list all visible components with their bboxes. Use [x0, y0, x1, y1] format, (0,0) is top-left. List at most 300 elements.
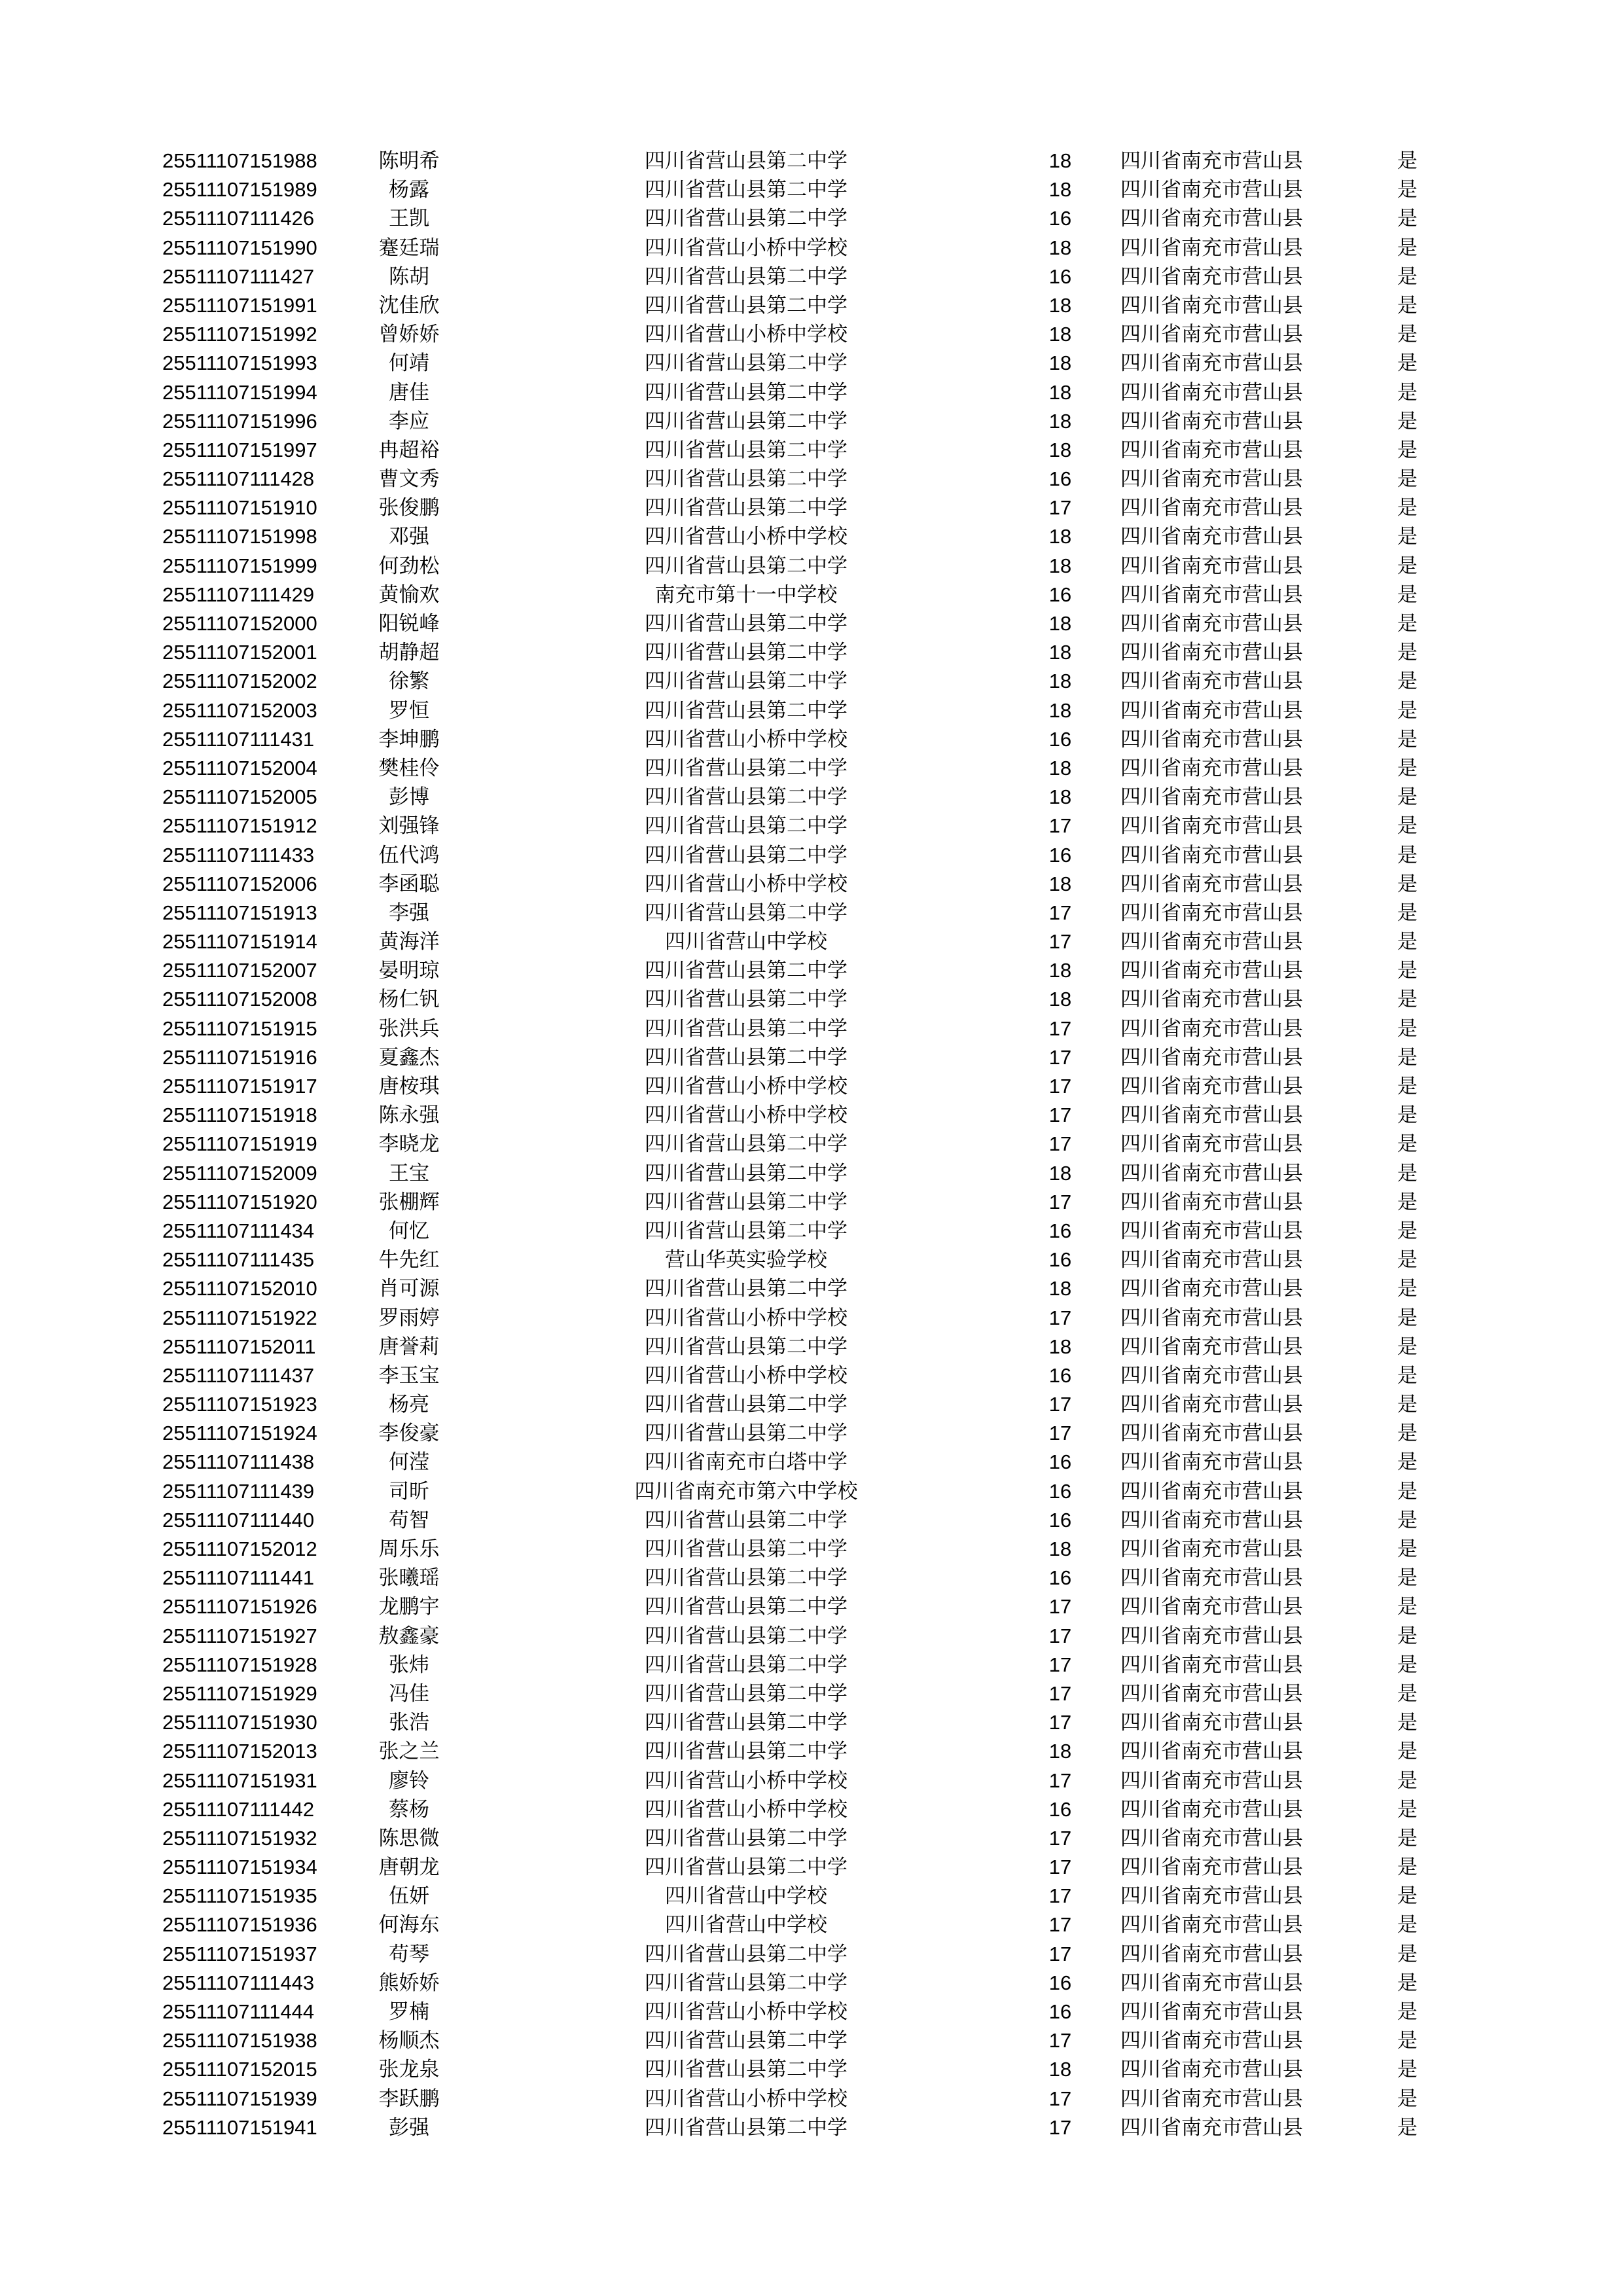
student-id-cell: 25511107152012	[162, 1537, 317, 1560]
table-row	[0, 349, 1623, 378]
region-cell: 四川省南充市营山县	[1120, 2115, 1303, 2140]
eligibility-cell: 是	[1397, 1219, 1418, 1243]
school-cell: 四川省营山县第二中学	[645, 1971, 847, 1995]
table-row	[0, 609, 1623, 638]
eligibility-cell: 是	[1397, 1075, 1418, 1098]
school-cell: 四川省营山小桥中学校	[645, 323, 847, 347]
eligibility-cell: 是	[1397, 149, 1418, 173]
region-cell: 四川省南充市营山县	[1120, 1450, 1303, 1475]
region-cell: 四川省南充市营山县	[1120, 1595, 1303, 1619]
age-cell: 17	[1048, 1884, 1072, 1908]
region-cell: 四川省南充市营山县	[1120, 207, 1303, 231]
eligibility-cell: 是	[1397, 207, 1418, 231]
region-cell: 四川省南充市营山县	[1120, 1681, 1303, 1706]
eligibility-cell: 是	[1397, 1768, 1418, 1793]
eligibility-cell: 是	[1397, 1856, 1418, 1880]
age-cell: 16	[1048, 1248, 1072, 1272]
eligibility-cell: 是	[1397, 496, 1418, 520]
eligibility-cell: 是	[1397, 1653, 1418, 1677]
student-id-cell: 25511107151931	[162, 1768, 317, 1792]
eligibility-cell: 是	[1397, 1537, 1418, 1561]
student-name-cell: 李应	[389, 409, 429, 433]
school-cell: 南充市第十一中学校	[654, 583, 838, 607]
age-cell: 18	[1048, 149, 1072, 172]
student-name-cell: 周乐乐	[378, 1537, 440, 1561]
student-name-cell: 徐繁	[389, 670, 429, 694]
student-name-cell: 张浩	[389, 1711, 429, 1735]
school-cell: 四川省营山小桥中学校	[645, 2087, 847, 2111]
student-id-cell: 25511107152003	[162, 698, 317, 722]
eligibility-cell: 是	[1397, 293, 1418, 317]
student-id-cell: 25511107151914	[162, 930, 317, 954]
table-row	[0, 638, 1623, 667]
eligibility-cell: 是	[1397, 380, 1418, 404]
region-cell: 四川省南充市营山县	[1120, 2029, 1303, 2053]
age-cell: 17	[1048, 1913, 1072, 1937]
eligibility-cell: 是	[1397, 2087, 1418, 2111]
eligibility-cell: 是	[1397, 323, 1418, 347]
school-cell: 四川省营山县第二中学	[645, 1711, 847, 1735]
student-name-cell: 王宝	[389, 1161, 429, 1185]
region-cell: 四川省南充市营山县	[1120, 149, 1303, 173]
region-cell: 四川省南充市营山县	[1120, 872, 1303, 896]
student-name-cell: 张之兰	[378, 1740, 440, 1764]
student-name-cell: 蔡杨	[389, 1797, 429, 1821]
eligibility-cell: 是	[1397, 1132, 1418, 1157]
student-id-cell: 25511107111441	[162, 1566, 315, 1590]
student-id-cell: 25511107151927	[162, 1624, 317, 1647]
student-id-cell: 25511107151991	[162, 293, 317, 317]
region-cell: 四川省南充市营山县	[1120, 178, 1303, 202]
student-id-cell: 25511107151917	[162, 1075, 317, 1098]
student-name-cell: 冉超裕	[378, 438, 440, 462]
eligibility-cell: 是	[1397, 1797, 1418, 1821]
student-name-cell: 苟智	[389, 1508, 429, 1532]
school-cell: 四川省营山县第二中学	[645, 178, 847, 202]
table-row	[0, 522, 1623, 551]
student-name-cell: 廖铃	[389, 1768, 429, 1793]
eligibility-cell: 是	[1397, 2029, 1418, 2053]
eligibility-cell: 是	[1397, 1681, 1418, 1706]
eligibility-cell: 是	[1397, 901, 1418, 925]
table-row	[0, 493, 1623, 522]
student-name-cell: 李俊豪	[378, 1422, 440, 1446]
school-cell: 四川省营山县第二中学	[645, 612, 847, 636]
table-row	[0, 1014, 1623, 1043]
student-name-cell: 陈胡	[389, 264, 429, 289]
table-row	[0, 291, 1623, 320]
region-cell: 四川省南充市营山县	[1120, 1277, 1303, 1301]
student-name-cell: 王凯	[389, 207, 429, 231]
student-name-cell: 罗楠	[389, 2000, 429, 2024]
school-cell: 四川省营山县第二中学	[645, 1277, 847, 1301]
table-row	[0, 552, 1623, 581]
age-cell: 16	[1048, 467, 1072, 491]
student-name-cell: 樊桂伶	[378, 756, 440, 780]
eligibility-cell: 是	[1397, 1393, 1418, 1417]
student-id-cell: 25511107151918	[162, 1103, 317, 1127]
age-cell: 18	[1048, 1740, 1072, 1763]
age-cell: 17	[1048, 1393, 1072, 1416]
age-cell: 18	[1048, 1335, 1072, 1358]
eligibility-cell: 是	[1397, 351, 1418, 376]
student-id-cell: 25511107151926	[162, 1595, 317, 1619]
eligibility-cell: 是	[1397, 1740, 1418, 1764]
eligibility-cell: 是	[1397, 727, 1418, 751]
school-cell: 四川省营山县第二中学	[645, 149, 847, 173]
table-row	[0, 1910, 1623, 1939]
age-cell: 18	[1048, 785, 1072, 809]
region-cell: 四川省南充市营山县	[1120, 1884, 1303, 1909]
eligibility-cell: 是	[1397, 1624, 1418, 1648]
age-cell: 17	[1048, 1190, 1072, 1213]
student-name-cell: 陈思微	[378, 1826, 440, 1850]
student-name-cell: 肖可源	[378, 1277, 440, 1301]
region-cell: 四川省南充市营山县	[1120, 988, 1303, 1012]
student-name-cell: 何靖	[389, 351, 429, 376]
school-cell: 四川省营山县第二中学	[645, 1942, 847, 1966]
student-id-cell: 25511107111440	[162, 1508, 315, 1532]
eligibility-cell: 是	[1397, 670, 1418, 694]
school-cell: 四川省营山小桥中学校	[645, 1103, 847, 1128]
student-id-cell: 25511107152009	[162, 1161, 317, 1185]
school-cell: 四川省营山县第二中学	[645, 670, 847, 694]
school-cell: 四川省营山中学校	[665, 1913, 827, 1937]
eligibility-cell: 是	[1397, 1942, 1418, 1966]
school-cell: 四川省营山县第二中学	[645, 1335, 847, 1359]
eligibility-cell: 是	[1397, 264, 1418, 289]
student-name-cell: 张洪兵	[378, 1016, 440, 1041]
region-cell: 四川省南充市营山县	[1120, 1537, 1303, 1561]
table-row	[0, 1940, 1623, 1969]
student-id-cell: 25511107152015	[162, 2058, 317, 2081]
table-row	[0, 1998, 1623, 2026]
table-row	[0, 754, 1623, 783]
school-cell: 四川省营山县第二中学	[645, 698, 847, 723]
student-name-cell: 曾娇娇	[378, 323, 440, 347]
age-cell: 18	[1048, 293, 1072, 317]
student-id-cell: 25511107152007	[162, 959, 317, 982]
student-id-cell: 25511107151915	[162, 1016, 317, 1040]
student-name-cell: 黄愉欢	[378, 583, 440, 607]
age-cell: 16	[1048, 1450, 1072, 1474]
eligibility-cell: 是	[1397, 583, 1418, 607]
student-name-cell: 唐朝龙	[378, 1856, 440, 1880]
age-cell: 17	[1048, 1768, 1072, 1792]
table-row	[0, 2026, 1623, 2055]
region-cell: 四川省南充市营山县	[1120, 1248, 1303, 1272]
region-cell: 四川省南充市营山县	[1120, 959, 1303, 983]
student-id-cell: 25511107152011	[162, 1335, 316, 1358]
student-name-cell: 晏明琼	[378, 959, 440, 983]
student-name-cell: 唐桉琪	[378, 1075, 440, 1098]
eligibility-cell: 是	[1397, 554, 1418, 578]
age-cell: 18	[1048, 1161, 1072, 1185]
table-row	[0, 1795, 1623, 1824]
eligibility-cell: 是	[1397, 1508, 1418, 1532]
school-cell: 四川省营山县第二中学	[645, 1826, 847, 1850]
region-cell: 四川省南充市营山县	[1120, 1856, 1303, 1880]
school-cell: 四川省营山小桥中学校	[645, 525, 847, 549]
school-cell: 四川省营山县第二中学	[645, 1219, 847, 1243]
student-name-cell: 杨露	[389, 178, 429, 202]
student-id-cell: 25511107152002	[162, 670, 317, 693]
student-id-cell: 25511107111427	[162, 264, 315, 288]
table-row	[0, 581, 1623, 609]
student-name-cell: 伍代鸿	[378, 843, 440, 867]
table-row	[0, 1564, 1623, 1592]
student-id-cell: 25511107111433	[162, 843, 315, 867]
region-cell: 四川省南充市营山县	[1120, 1335, 1303, 1359]
age-cell: 16	[1048, 1797, 1072, 1821]
age-cell: 17	[1048, 1653, 1072, 1676]
student-name-cell: 李晓龙	[378, 1132, 440, 1157]
eligibility-cell: 是	[1397, 612, 1418, 636]
school-cell: 四川省营山县第二中学	[645, 207, 847, 231]
eligibility-cell: 是	[1397, 2115, 1418, 2140]
school-cell: 四川省营山小桥中学校	[645, 236, 847, 260]
table-row	[0, 1274, 1623, 1303]
age-cell: 16	[1048, 843, 1072, 867]
school-cell: 四川省营山县第二中学	[645, 293, 847, 317]
region-cell: 四川省南充市营山县	[1120, 1740, 1303, 1764]
age-cell: 16	[1048, 1566, 1072, 1590]
student-id-cell: 25511107151938	[162, 2029, 317, 2053]
student-id-cell: 25511107111442	[162, 1797, 315, 1821]
region-cell: 四川省南充市营山县	[1120, 1624, 1303, 1648]
student-id-cell: 25511107151996	[162, 409, 317, 433]
eligibility-cell: 是	[1397, 1913, 1418, 1937]
roster-table	[0, 147, 1623, 2142]
age-cell: 16	[1048, 727, 1072, 751]
school-cell: 四川省营山县第二中学	[645, 380, 847, 404]
student-name-cell: 彭博	[389, 785, 429, 810]
age-cell: 18	[1048, 641, 1072, 664]
eligibility-cell: 是	[1397, 698, 1418, 723]
age-cell: 16	[1048, 264, 1072, 288]
school-cell: 四川省营山县第二中学	[645, 1161, 847, 1185]
age-cell: 18	[1048, 698, 1072, 722]
student-id-cell: 25511107151920	[162, 1190, 317, 1213]
table-row	[0, 262, 1623, 291]
region-cell: 四川省南充市营山县	[1120, 1566, 1303, 1590]
school-cell: 四川省营山县第二中学	[645, 1740, 847, 1764]
student-id-cell: 25511107111443	[162, 1971, 315, 1994]
region-cell: 四川省南充市营山县	[1120, 496, 1303, 520]
school-cell: 营山华英实验学校	[665, 1248, 827, 1272]
age-cell: 17	[1048, 814, 1072, 838]
school-cell: 四川省营山小桥中学校	[645, 1768, 847, 1793]
table-row	[0, 1159, 1623, 1188]
school-cell: 四川省营山县第二中学	[645, 438, 847, 462]
student-name-cell: 李函聪	[378, 872, 440, 896]
student-id-cell: 25511107111431	[162, 727, 315, 751]
student-id-cell: 25511107111426	[162, 207, 315, 230]
school-cell: 四川省营山县第二中学	[645, 409, 847, 433]
student-id-cell: 25511107151913	[162, 901, 317, 924]
table-row	[0, 147, 1623, 175]
region-cell: 四川省南充市营山县	[1120, 438, 1303, 462]
student-name-cell: 杨亮	[389, 1393, 429, 1417]
student-name-cell: 夏鑫杰	[378, 1045, 440, 1069]
age-cell: 16	[1048, 1363, 1072, 1387]
student-id-cell: 25511107151939	[162, 2087, 317, 2110]
student-id-cell: 25511107152013	[162, 1740, 317, 1763]
school-cell: 四川省营山县第二中学	[645, 1856, 847, 1880]
eligibility-cell: 是	[1397, 2058, 1418, 2082]
eligibility-cell: 是	[1397, 1045, 1418, 1069]
table-row	[0, 1448, 1623, 1477]
student-id-cell: 25511107151999	[162, 554, 317, 577]
age-cell: 17	[1048, 1826, 1072, 1850]
region-cell: 四川省南充市营山县	[1120, 843, 1303, 867]
eligibility-cell: 是	[1397, 1306, 1418, 1330]
age-cell: 17	[1048, 1711, 1072, 1734]
table-row	[0, 870, 1623, 899]
table-row	[0, 320, 1623, 349]
school-cell: 四川省营山县第二中学	[645, 1653, 847, 1677]
age-cell: 17	[1048, 2087, 1072, 2110]
school-cell: 四川省营山小桥中学校	[645, 1363, 847, 1388]
age-cell: 18	[1048, 438, 1072, 461]
age-cell: 18	[1048, 351, 1072, 375]
age-cell: 18	[1048, 1537, 1072, 1560]
age-cell: 17	[1048, 1422, 1072, 1445]
student-name-cell: 何劲松	[378, 554, 440, 578]
school-cell: 四川省营山中学校	[665, 930, 827, 954]
region-cell: 四川省南充市营山县	[1120, 1826, 1303, 1850]
table-row	[0, 465, 1623, 493]
eligibility-cell: 是	[1397, 1595, 1418, 1619]
student-id-cell: 25511107151932	[162, 1826, 317, 1850]
student-id-cell: 25511107111429	[162, 583, 315, 606]
table-row	[0, 1188, 1623, 1217]
student-name-cell: 何滢	[389, 1450, 429, 1475]
age-cell: 17	[1048, 2115, 1072, 2139]
student-id-cell: 25511107111434	[162, 1219, 315, 1242]
table-row	[0, 1622, 1623, 1651]
eligibility-cell: 是	[1397, 1248, 1418, 1272]
student-name-cell: 牛先红	[378, 1248, 440, 1272]
student-id-cell: 25511107111444	[162, 2000, 315, 2023]
region-cell: 四川省南充市营山县	[1120, 323, 1303, 347]
student-name-cell: 张炜	[389, 1653, 429, 1677]
school-cell: 四川省营山县第二中学	[645, 1508, 847, 1532]
school-cell: 四川省营山县第二中学	[645, 264, 847, 289]
school-cell: 四川省营山县第二中学	[645, 1393, 847, 1417]
age-cell: 16	[1048, 583, 1072, 606]
region-cell: 四川省南充市营山县	[1120, 612, 1303, 636]
eligibility-cell: 是	[1397, 1277, 1418, 1301]
eligibility-cell: 是	[1397, 1335, 1418, 1359]
school-cell: 四川省营山县第二中学	[645, 901, 847, 925]
table-row	[0, 667, 1623, 696]
table-row	[0, 175, 1623, 204]
student-name-cell: 伍妍	[389, 1884, 429, 1909]
student-id-cell: 25511107151988	[162, 149, 317, 172]
school-cell: 四川省营山县第二中学	[645, 554, 847, 578]
region-cell: 四川省南充市营山县	[1120, 1045, 1303, 1069]
age-cell: 18	[1048, 236, 1072, 259]
table-row	[0, 1477, 1623, 1506]
student-name-cell: 敖鑫豪	[378, 1624, 440, 1648]
eligibility-cell: 是	[1397, 756, 1418, 780]
student-id-cell: 25511107151992	[162, 323, 317, 346]
region-cell: 四川省南充市营山县	[1120, 641, 1303, 665]
school-cell: 四川省营山小桥中学校	[645, 872, 847, 896]
school-cell: 四川省营山县第二中学	[645, 959, 847, 983]
school-cell: 四川省营山县第二中学	[645, 1422, 847, 1446]
school-cell: 四川省营山县第二中学	[645, 2029, 847, 2053]
student-id-cell: 25511107151989	[162, 178, 317, 202]
eligibility-cell: 是	[1397, 930, 1418, 954]
age-cell: 17	[1048, 930, 1072, 954]
eligibility-cell: 是	[1397, 1566, 1418, 1590]
region-cell: 四川省南充市营山县	[1120, 1190, 1303, 1214]
student-name-cell: 阳锐峰	[378, 612, 440, 636]
age-cell: 18	[1048, 525, 1072, 548]
student-name-cell: 苟琴	[389, 1942, 429, 1966]
eligibility-cell: 是	[1397, 1016, 1418, 1041]
student-name-cell: 熊娇娇	[378, 1971, 440, 1995]
age-cell: 17	[1048, 1306, 1072, 1329]
table-row	[0, 407, 1623, 436]
table-row	[0, 1767, 1623, 1795]
school-cell: 四川省营山县第二中学	[645, 843, 847, 867]
student-name-cell: 陈明希	[378, 149, 440, 173]
student-name-cell: 唐佳	[389, 380, 429, 404]
region-cell: 四川省南充市营山县	[1120, 554, 1303, 578]
student-name-cell: 罗雨婷	[378, 1306, 440, 1330]
student-name-cell: 何海东	[378, 1913, 440, 1937]
region-cell: 四川省南充市营山县	[1120, 1422, 1303, 1446]
eligibility-cell: 是	[1397, 641, 1418, 665]
eligibility-cell: 是	[1397, 525, 1418, 549]
school-cell: 四川省营山县第二中学	[645, 1566, 847, 1590]
region-cell: 四川省南充市营山县	[1120, 1306, 1303, 1330]
region-cell: 四川省南充市营山县	[1120, 670, 1303, 694]
student-name-cell: 张俊鹏	[378, 496, 440, 520]
region-cell: 四川省南充市营山县	[1120, 698, 1303, 723]
school-cell: 四川省营山县第二中学	[645, 2115, 847, 2140]
school-cell: 四川省营山小桥中学校	[645, 1797, 847, 1821]
student-name-cell: 李坤鹏	[378, 727, 440, 751]
school-cell: 四川省营山县第二中学	[645, 1190, 847, 1214]
region-cell: 四川省南充市营山县	[1120, 1942, 1303, 1966]
age-cell: 16	[1048, 207, 1072, 230]
age-cell: 18	[1048, 323, 1072, 346]
region-cell: 四川省南充市营山县	[1120, 236, 1303, 260]
table-row	[0, 985, 1623, 1014]
age-cell: 18	[1048, 409, 1072, 433]
age-cell: 17	[1048, 1856, 1072, 1879]
table-row	[0, 2055, 1623, 2084]
age-cell: 17	[1048, 1942, 1072, 1965]
table-row	[0, 1679, 1623, 1708]
student-id-cell: 25511107152001	[162, 641, 317, 664]
student-name-cell: 何忆	[389, 1219, 429, 1243]
school-cell: 四川省营山县第二中学	[645, 351, 847, 376]
student-name-cell: 胡静超	[378, 641, 440, 665]
student-name-cell: 冯佳	[389, 1681, 429, 1706]
table-row	[0, 1361, 1623, 1390]
student-name-cell: 李玉宝	[378, 1363, 440, 1388]
eligibility-cell: 是	[1397, 872, 1418, 896]
region-cell: 四川省南充市营山县	[1120, 264, 1303, 289]
eligibility-cell: 是	[1397, 1971, 1418, 1995]
region-cell: 四川省南充市营山县	[1120, 409, 1303, 433]
student-name-cell: 蹇廷瑞	[378, 236, 440, 260]
